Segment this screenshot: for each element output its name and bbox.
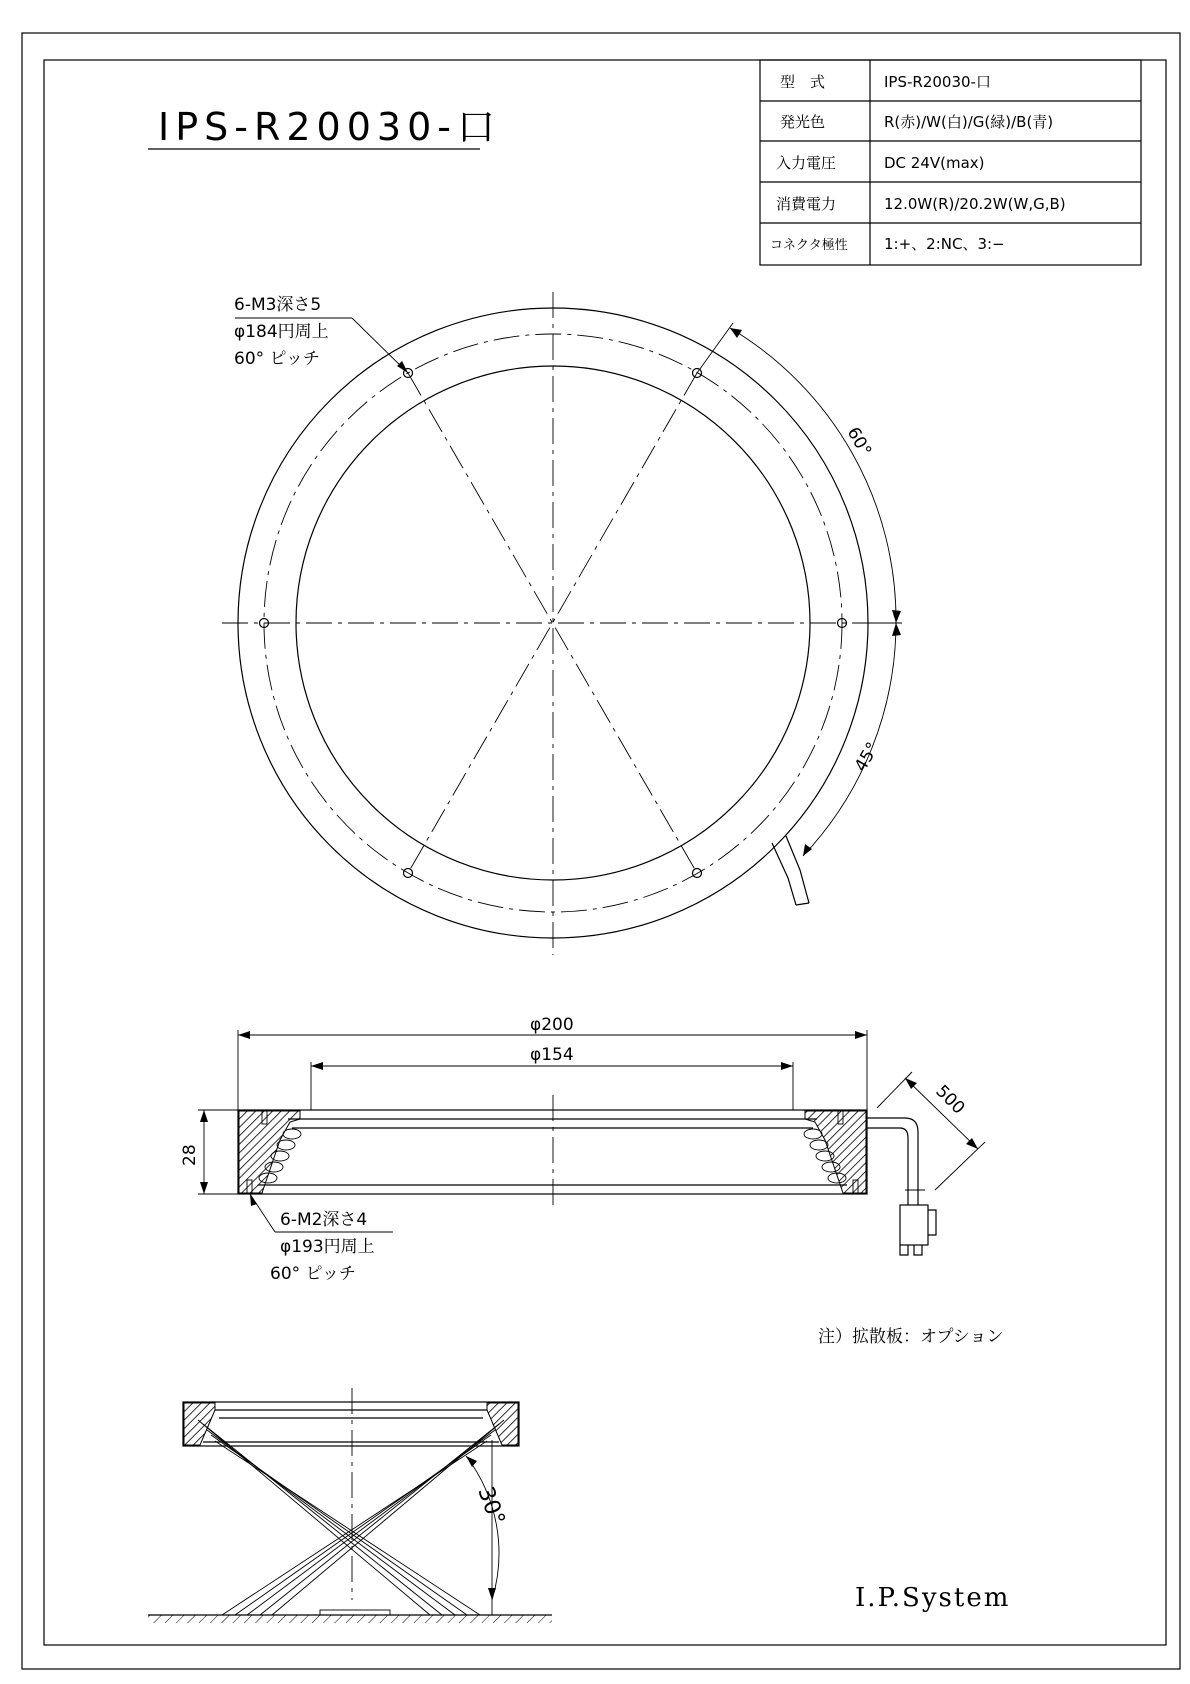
arrow xyxy=(892,610,901,623)
cable-exit xyxy=(772,836,809,905)
brand-name: I.P.System xyxy=(855,1583,1011,1613)
leader-arrow xyxy=(397,361,408,373)
dia-inner-label: φ154 xyxy=(530,1045,574,1065)
angle-60-label: 60° xyxy=(842,423,876,460)
side-hole-note-1: 6-M2深さ4 xyxy=(280,1210,368,1230)
top-hole-note-2: φ184円周上 xyxy=(234,322,329,342)
dia-outer-label: φ200 xyxy=(530,1015,574,1035)
housing-outline xyxy=(238,1110,867,1194)
side-hole-note-2: φ193円周上 xyxy=(280,1237,375,1257)
mount-hole xyxy=(693,869,702,878)
beam-angle-label: 30° xyxy=(472,1483,510,1529)
spec-label-connector: コネクタ極性 xyxy=(770,238,848,253)
spec-label-voltage: 入力電圧 xyxy=(776,154,837,172)
ext-line-60 xyxy=(697,323,733,373)
arrow xyxy=(803,844,812,856)
cable xyxy=(867,1118,918,1205)
drawing-title: IPS-R20030-口 xyxy=(158,105,501,149)
work-piece xyxy=(320,1610,390,1615)
beam-view xyxy=(148,1388,552,1623)
arrow xyxy=(730,328,742,338)
section-left xyxy=(239,1111,300,1193)
angle-45-label: 45° xyxy=(850,739,884,776)
spec-value-model: IPS-R20030-口 xyxy=(884,73,991,91)
section-right xyxy=(805,1111,866,1193)
spec-label-power: 消費電力 xyxy=(776,195,837,213)
top-view xyxy=(222,292,902,955)
spec-value-connector: 1:+、2:NC、3:− xyxy=(884,235,1005,253)
top-hole-note-1: 6-M3深さ5 xyxy=(234,295,322,315)
spec-value-power: 12.0W(R)/20.2W(W,G,B) xyxy=(884,195,1066,213)
cable-length-label: 500 xyxy=(931,1081,969,1119)
arrow xyxy=(892,623,901,636)
top-hole-note-3: 60° ピッチ xyxy=(234,349,320,369)
spec-label-model: 型 式 xyxy=(780,73,826,91)
side-view xyxy=(180,1015,985,1284)
angle-arc xyxy=(730,328,896,856)
connector xyxy=(900,1205,928,1245)
side-hole-note-3: 60° ピッチ xyxy=(270,1264,356,1284)
spec-value-voltage: DC 24V(max) xyxy=(884,154,985,172)
diffuser-note: 注）拡散板：オプション xyxy=(818,1327,1004,1347)
spec-table xyxy=(760,60,1141,265)
spec-label-color: 発光色 xyxy=(780,113,826,131)
height-label: 28 xyxy=(180,1144,200,1166)
spec-value-color: R(赤)/W(白)/G(緑)/B(青) xyxy=(884,113,1054,131)
